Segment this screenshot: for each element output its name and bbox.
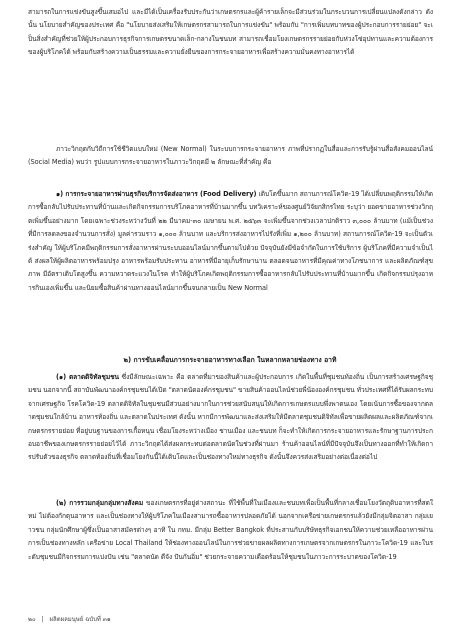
paragraph-social-groups: [28, 497, 433, 564]
paragraph-new-normal: [28, 143, 433, 170]
paragraph-new-normal-text: ภาวะวิกฤตกับวิถีการใช้ชีวิตแบบใหม่ (New Normal) ในระบบการกระจายอาหาร ภาพที่ปรากฏในสื่อและการรับรู้ผ่านสื่อสังคมออนไลน์ (Social Media) พบว่า รูปแบบการกระจายอาหารในภาวะวิกฤตมี ๒ ลักษณะที่สำคัญ คือ: [28, 145, 433, 167]
paragraph-community-market: [28, 371, 433, 465]
paragraph-intro-text: สามารถในการแข่งขันสูงขึ้นเสมอไป และมีได้เป็นเครื่องรับประกันว่าเกษตรกรและผู้ค้ารายเล็กจะมีส่วนร่วมในกระบวนการเปลี่ยนแปลงดังกล่าว ดังนั้น นโยบายสำคัญของประเทศ คือ "นโยบายส่งเสริมให้เกษตรกรสามารถในการแข่งขัน" พร้อมกับ "การเพิ่มบทบาทของผู้ประกอบการรายย่อย" จะเป็นสิ่งสำคัญที่ช่วยให้ผู้ประกอบการธุรกิจการเกษตรขนาดเล็ก-กลางในชนบท สามารถเชื่อมโยงเกษตรกรรายย่อยกับห่วงโซ่อุปทานและความต้องการของผู้บริโภคได้ พร้อมกับสร้างความเป็นธรรมและความยั่งยืนของการกระจายอาหารเพื่อสร้างความมั่นคงทางอาหารได้: [28, 8, 433, 57]
social-groups-title: (๒) การรวมกลุ่มกลุ่มทางสังคม: [56, 499, 144, 507]
journal-name: ผลิตผลมนุษย์ ฉบับที่ ๓๑: [49, 616, 111, 623]
paragraph-intro: [28, 6, 433, 60]
page-footer: [28, 614, 115, 624]
section-heading: ๒) การขับเคลื่อนการกระจายอาหารทางเลือก ในหลากหลายช่องทาง อาทิ: [123, 356, 337, 364]
food-delivery-text: เติบโตขึ้นมาก สถานการณ์โควิด-19 ได้เปลี่ยนพฤติกรรมให้เกิดการซื้อกลับไปรับประทานที่บ้านและเกิดกิจกรรมการบริโภคอาหารที่บ้านมากขึ้น บทวิเคราะห์ของศูนย์วิจัยกสิกรไทย ระบุว่า ยอดขายอาหารช่วงวิกฤตเพิ่มขึ้นอย่างมาก โดยเฉพาะช่วงระหว่างวันที่ ๒๒ มีนาคม-๓๐ เมษายน พ.ศ. ๒๕๖๓ จะเพิ่มขึ้นจากช่วงเวลาปกติราว ๓,๐๐๐ ล้านบาท (แม้เป็นช่วงที่มีการลดลงของจำนวนการสั่ง) มูลค่ารวมราว ๑,๐๐๐ ล้านบาท และบริการส่งอาหารไปรังที่เพิ่ม ๑,๒๐๐ ล้านบาท) สถานการณ์โควิด-19 จะเป็นตัวเร่งสำคัญ ให้ผู้บริโภคมีพฤติกรรมการสั่งอาหารผ่านระบบออนไลน์มากขึ้นตามไปด้วย ปัจจุบันยังมีข้อจำกัดในการใช้บริการ ผู้บริโภคที่มีความจำเป็นได้ ส่งผลให้ผู้ผลิตอาหารพร้อมปรุง อาหารพร้อมรับประทาน อาหารที่มีอายุเก็บรักษานาน ตลอดจนอาหารที่มีคุณค่าทางโภชนาการ และผลิตภัณฑ์สุขภาพ มีอัตราเติบโตสูงขึ้น ความหวาดระแวงในโรค ทำให้ผู้บริโภคเกิดพฤติกรรมการซื้ออาหารกลับไปรับประทานที่บ้านมากขึ้น เกิดกิจกรรมปรุงอาหารกินเองเพิ่มขึ้น และนิยมซื้อสินค้าผ่านทางออนไลน์มากขึ้นจนกลายเป็น New Normal: [28, 190, 433, 292]
community-market-text: ซึ่งมีลักษณะเฉพาะ คือ ตลาดที่มาของสินค้าและผู้ประกอบการ เกิดในพื้นที่ชุมชนท้องถิ่น เป็นการสร้างเศรษฐกิจชุมชน นอกจากนี้ สถาบันพัฒนาองค์กรชุมชนได้เปิด "ตลาดนัดองค์กรชุมชน" ขายสินค้าออนไลน์ช่วยพี่น้ององค์กรชุมชน ทั่วประเทศที่ได้รับผลกระทบจากเศรษฐกิจ โรคโควิด-19 ตลาดดิจิทัลในชุมชนมีส่วนอย่างมากในการช่วยสนับสนุนให้เกิดการเกษตรแบบพึ่งพาตนเอง โดยเน้นการซื้อของจากตลาดชุมชนใกล้บ้าน อาหารท้องถิ่น และตลาดในประเทศ ดังนั้น หากมีการพัฒนาและส่งเสริมให้มีตลาดชุมชนดิจิทัลเพื่อขายผลิตผลและผลิตภัณฑ์จากเกษตรกรรายย่อย ที่อยู่บนฐานของการเกื้อหนุน เชื่อมโยงระหว่างเมือง ชานเมือง และชนบท ก็จะทำให้เกิดการกระจายอาหารและรักษาฐานการประกอบอาชีพของเกษตรกรรายย่อยไว้ได้ ภาวะวิกฤตได้ส่งผลกระทบต่อตลาดนัดในช่วงที่ผ่านมา ร้านค้าออนไลน์ที่มีปัจจุบันจึงเป็นทางออกที่ทำให้เกิดการปรับตัวของธุรกิจ ตลาดท้องถิ่นที่เชื่อมโยงกันนี้ได้เติบโตและเป็นช่องทางใหม่ทางธุรกิจ ดังนั้นจึงควรส่งเสริมอย่างต่อเนื่องต่อไป: [28, 373, 433, 462]
paragraph-food-delivery: [28, 188, 433, 295]
footer-separator: |: [41, 616, 44, 623]
page-number: ๒๐: [28, 616, 36, 623]
community-market-title: (๑) ตลาดดิจิทัลชุมชน: [56, 373, 119, 381]
food-delivery-title: ๑) การกระจายอาหารผ่านธุรกิจบริการจัดส่งอาหาร (Food Delivery): [56, 190, 257, 198]
social-groups-text: ของเกษตรกรที่อยู่ต่างสถานะ ที่ใช้พื้นที่ในเมืองและชนบทเพื่อเป็นพื้นที่กลางเชื่อมโยงวัตถุดิบอาหารที่สดใหม่ ไม่ต้องกักตุนอาหาร และเป็นช่องทางให้ผู้บริโภคในเมืองสามารถซื้ออาหารปลอดภัยได้ นอกจากเครือข่ายเกษตรกรแล้วยังมีกลุ่มจิตอาสา กลุ่มเยาวชน กลุ่มนักศึกษาผู้ซึ่งเป็นอาสาสมัครต่างๆ อาทิ ใน กทม. มีกลุ่ม Better Bangkok ที่ประสานกับบริษัทธุรกิจเอกชนให้ความช่วยเหลืออาหารผ่านการเป็นช่องทางหลัก เครือข่าย Local Thailand ให้ช่องทางออนไลน์ในการช่วยขายผลผลิตทางการเกษตรจากเกษตรกรในภาวะโควิด-19 และในระดับชุมชนมีกิจกรรมการแบ่งปัน เช่น "ตลาดนัด ดีจัง ปันกันอิ่ม" ช่วยกระจายความเดือดร้อนให้ชุมชนในภาวะการระบาดของโควิด-19: [28, 499, 433, 561]
